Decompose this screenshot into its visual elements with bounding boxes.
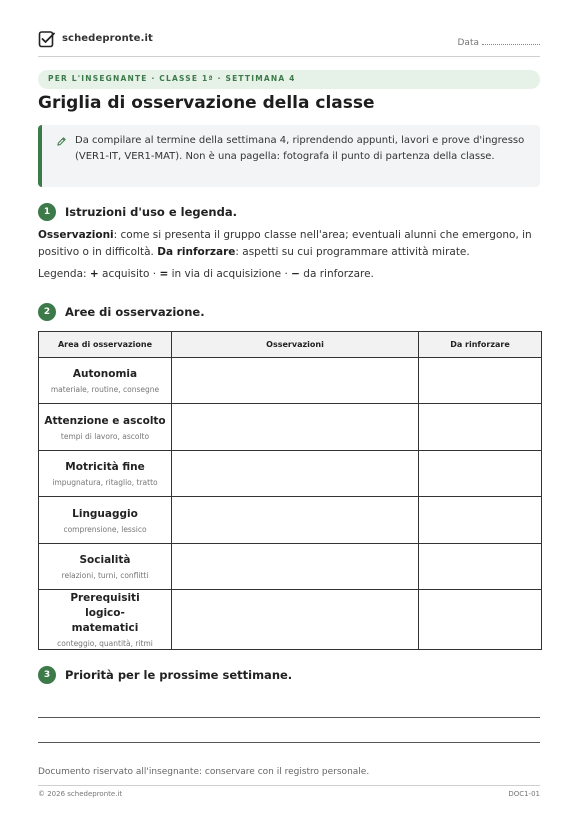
area-name: Attenzione e ascolto <box>44 414 166 427</box>
reinforce-cell[interactable] <box>419 590 542 650</box>
table-row <box>39 497 542 544</box>
area-cell <box>39 544 172 590</box>
audience-kicker <box>38 70 540 89</box>
area-details: relazioni, turni, conflitti <box>61 571 149 580</box>
area-details: impugnatura, ritaglio, tratto <box>52 478 158 487</box>
legend-label: Legenda: <box>38 268 90 280</box>
column-header-area: Area di osservazione <box>39 332 172 358</box>
reinforce-cell[interactable] <box>419 451 542 497</box>
observations-cell[interactable] <box>172 358 419 404</box>
reinforce-cell[interactable] <box>419 544 542 590</box>
area-cell <box>39 590 172 650</box>
table-row <box>39 590 542 650</box>
table-row <box>39 544 542 590</box>
observation-table <box>38 331 542 650</box>
osservazioni-definition: : come si presenta il gruppo classe nell'area; eventuali alunni che emergono, in positivo o in difficoltà. <box>38 229 532 258</box>
column-header-da-rinforzare: Da rinforzare <box>419 332 542 358</box>
date-line <box>482 35 540 45</box>
page-title: Griglia di osservazione della classe <box>38 93 375 113</box>
area-details: comprensione, lessico <box>63 524 147 534</box>
area-name: Linguaggio <box>72 507 138 520</box>
section-number: 2 <box>38 303 56 321</box>
section-2-heading <box>38 303 540 322</box>
area-cell <box>39 404 172 451</box>
instruction-note <box>38 125 540 187</box>
area-cell <box>39 358 172 404</box>
writing-line[interactable] <box>38 742 540 743</box>
area-name: Autonomia <box>72 368 138 380</box>
section-1-heading <box>38 203 540 222</box>
footer-divider <box>38 785 540 786</box>
brand-name: schedepronte.it <box>62 33 153 44</box>
date-label: Data <box>457 38 479 48</box>
observations-cell[interactable] <box>172 497 419 544</box>
legend-plus-symbol: + <box>89 268 99 280</box>
worksheet-page <box>38 0 540 819</box>
legend-equal-text: in via di acquisizione · <box>168 268 292 280</box>
reinforce-cell[interactable] <box>419 497 542 544</box>
table-row <box>39 404 542 451</box>
area-cell <box>39 497 172 544</box>
area-details: conteggio, quantità, ritmi <box>57 639 153 648</box>
term-osservazioni: Osservazioni <box>38 229 114 241</box>
reinforce-cell[interactable] <box>419 358 542 404</box>
table-header-row <box>39 332 542 358</box>
writing-line[interactable] <box>38 717 540 718</box>
observations-cell[interactable] <box>172 404 419 451</box>
copyright: © 2026 schedepronte.it <box>38 790 123 798</box>
section-title: Istruzioni d'uso e legenda. <box>65 205 237 219</box>
date-field[interactable] <box>458 35 541 48</box>
legend-equal-symbol: = <box>159 268 169 280</box>
observations-cell[interactable] <box>172 544 419 590</box>
legend <box>38 266 540 283</box>
area-cell <box>39 451 172 497</box>
area-details: materiale, routine, consegne <box>50 385 160 394</box>
usage-instructions <box>38 227 540 261</box>
table-row <box>39 451 542 497</box>
legend-minus-symbol: − <box>291 268 300 280</box>
confidentiality-note: Documento riservato all'insegnante: conservare con il registro personale. <box>38 767 370 777</box>
term-da-rinforzare: Da rinforzare <box>157 246 236 258</box>
kicker-text: PER L'INSEGNANTE · CLASSE 1ª · SETTIMANA 4 <box>48 74 296 83</box>
section-title: Aree di osservazione. <box>65 305 205 319</box>
section-number: 3 <box>38 666 56 684</box>
section-number: 1 <box>38 203 56 221</box>
area-name: Prerequisiti logico-matematici <box>70 592 140 634</box>
legend-minus-text: da rinforzare. <box>299 268 374 280</box>
rinforzare-definition: : aspetti su cui programmare attività mirate. <box>235 246 470 258</box>
column-header-osservazioni: Osservazioni <box>172 332 419 358</box>
checkbox-document-icon <box>38 30 56 48</box>
pencil-icon <box>56 136 67 147</box>
area-name: Socialità <box>79 554 131 566</box>
observations-cell[interactable] <box>172 451 419 497</box>
document-code: DOC1-01 <box>508 790 540 798</box>
table-row <box>39 358 542 404</box>
legend-plus-text: acquisito · <box>98 268 160 280</box>
section-3-heading <box>38 666 540 685</box>
reinforce-cell[interactable] <box>419 404 542 451</box>
section-title: Priorità per le prossime settimane. <box>65 668 293 682</box>
area-name: Motricità fine <box>65 461 145 473</box>
area-details: tempi di lavoro, ascolto <box>60 431 150 441</box>
observations-cell[interactable] <box>172 590 419 650</box>
note-text: Da compilare al termine della settimana 4, riprendendo appunti, lavori e prove d'ingresso (VER1-IT, VER1-MAT). Non è una pagella: fotografa il punto di partenza della classe. <box>75 135 525 162</box>
page-header <box>38 30 540 57</box>
